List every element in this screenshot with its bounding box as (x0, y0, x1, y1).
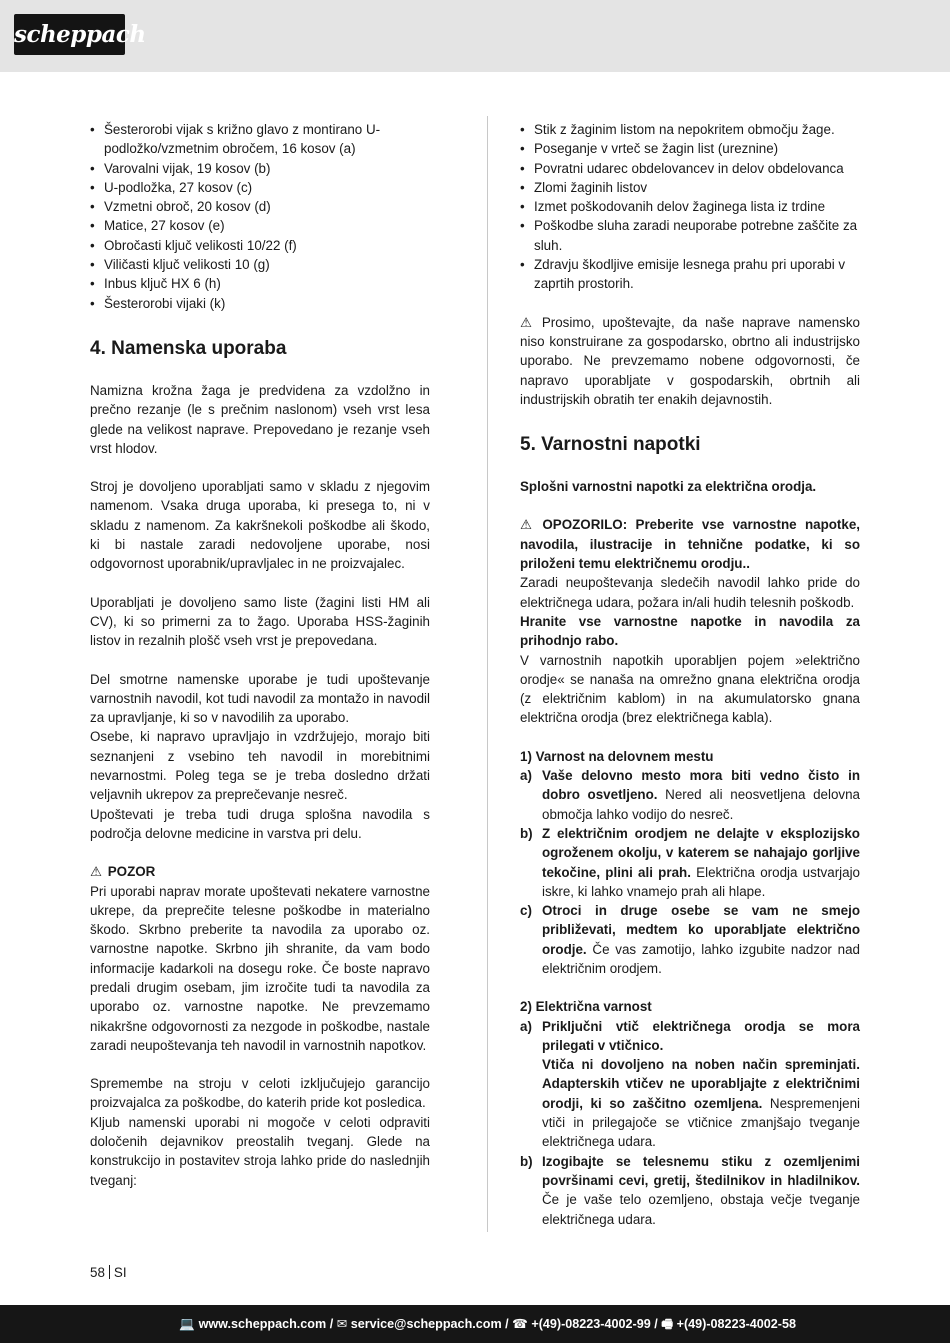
page-number (90, 1265, 127, 1280)
paragraph: V varnostnih napotkih uporabljen pojem »električno orodje« se nanaša na omrežno gnana električna orodja (z električnim kablom) in na akumulatorsko gnana električna orodja (brez električnega kabla). (520, 652, 860, 726)
item-bold-text: Z električnim orodjem ne delajte v eksplozijsko ogroženem okolju, v katerem se nahajajo gorljive tekočine, plini ali prah. (542, 825, 860, 880)
fax-icon: 🖷 (661, 1317, 674, 1331)
item-label: c) (520, 903, 532, 919)
email-link[interactable]: service@scheppach.com / (350, 1317, 509, 1331)
warning-bold-text: OPOZORILO: Preberite vse varnostne napotke, navodila, ilustracije in tehnične podatke, ki so priloženi temu električnemu orodju.. (520, 517, 860, 572)
paragraph: Upoštevati je treba tudi druga splošna navodila s področja delovne medicine in varstva pri delu. (90, 806, 430, 841)
parts-list (90, 120, 430, 313)
warning-icon: ⚠ (520, 314, 533, 330)
section-4-heading (90, 337, 430, 361)
list-item (520, 1017, 860, 1152)
list-item (520, 824, 860, 901)
paragraph: Namizna krožna žaga je predvidena za vzdolžno in prečno rezanje (le s prečnim naslonom) vseh vrst lesa glede na velikost naprave. Prepovedano je rezanje vseh vrst hlodov. (90, 382, 430, 456)
item-text: Nered ali neosvetljena delovna območja lahko vodijo do nesreč. (542, 787, 860, 822)
item-text: Če je vaše telo ozemljeno, obstaja večje tveganje električnega udara. (542, 1192, 860, 1227)
page-header (0, 0, 950, 72)
item-bold-text: Vtiča ni dovoljeno na noben način spreminjati. Adapterskih vtičev ne uporabljajte z električnimi orodji, ki so zaščitno ozemljena. (542, 1057, 860, 1111)
list-item: • Viličasti ključ velikosti 10 (g) (90, 255, 430, 274)
scheppach-logo: scheppach (14, 14, 125, 55)
workplace-safety-list (520, 766, 860, 978)
list-item: • Obročasti ključ velikosti 10/22 (f) (90, 236, 430, 255)
note-text: Prosimo, upoštevajte, da naše naprave namensko niso konstruirane za gospodarsko, obrtno ali industrijsko uporabo. Ne prevzemamo nobene odgovornosti, če napravo uporabljate v gospodarskih, obrtnih ali industrijskih obratih ter enakih dejavnostih. (520, 314, 860, 407)
item-text: Nespremenjeni vtiči in prilegajoče se vtičnice zmanjšajo tveganje električnega udara. (542, 1095, 860, 1150)
general-safety-heading: Splošni varnostni napotki za električna orodja. (520, 479, 817, 495)
page-separator (109, 1265, 110, 1279)
contact-footer (0, 1305, 950, 1343)
item-text: Električna orodja ustvarjajo iskre, ki lahko vnamejo prah ali hlape. (542, 864, 860, 899)
fax-number: +(49)-08223-4002-58 (676, 1317, 796, 1331)
website-link[interactable]: www.scheppach.com / (198, 1317, 334, 1331)
subsection-2-title: 2) Električna varnost (520, 999, 652, 1015)
list-item: • Zdravju škodljive emisije lesnega prahu pri uporabi v zaprtih prostorih. (520, 255, 860, 294)
list-item: • Izmet poškodovanih delov žaginega lista iz trdine (520, 197, 860, 216)
warning-icon: ⚠ (520, 517, 533, 533)
list-item: • Stik z žaginim listom na nepokritem območju žage. (520, 120, 860, 139)
phone-number: +(49)-08223-4002-99 / (531, 1317, 658, 1331)
column-divider (487, 116, 488, 1232)
pozor-heading (90, 862, 430, 881)
list-item: • U-podložka, 27 kosov (c) (90, 178, 430, 197)
paragraph: Stroj je dovoljeno uporabljati samo v skladu z njegovim namenom. Vsaka druga uporaba, ki presega to, ni v skladu z namenom. Za kakršnekoli poškodbe ali škodo, ki bi nastale zaradi nedovoljene uporabe, nosi odgovornost uporabnik/upravljalec in ne proizvajalec. (90, 479, 430, 572)
paragraph: Del smotrne namenske uporabe je tudi upoštevanje varnostnih navodil, kot tudi navodil za montažo in navodil za upravljanje, ki so v navodilih za uporabo. (90, 671, 430, 726)
paragraph: Zaradi neupoštevanja sledečih navodil lahko pride do električnega udara, požara in/ali hudih telesnih poškodb. (520, 575, 860, 610)
paragraph: Osebe, ki napravo upravljajo in vzdržujejo, morajo biti seznanjeni z vsebino teh navodil in morebitnimi nevarnostmi. Poleg tega se je treba dosledno držati veljavnih ukrepov za preprečevanje nesreč. (90, 729, 430, 803)
list-item (520, 1152, 860, 1229)
paragraph: Pri uporabi naprav morate upoštevati nekatere varnostne ukrepe, da preprečite telesne poškodbe in materialno škodo. Skrbno preberite ta navodila za uporabo oz. varnostne napotke. Skrbno jih shranite, da vam bodo informacije kadarkoli na dosegu roke. Če boste napravo predali drugim osebam, jim izročite tudi ta navodila za uporabo oz. varnostne napotke. Ne prevzemamo nikakršne odgovornosti za nezgode in poškodbe, nastale zaradi neupoštevanja teh navodil in varnostnih napotkov. (90, 883, 430, 1053)
item-bold-text: Vaše delovno mesto mora biti vedno čisto in dobro osvetljeno. (542, 768, 860, 803)
list-item: • Šesterorobi vijak s križno glavo z montirano U-podložko/vzmetnim obročem, 16 kosov (a) (90, 120, 430, 159)
item-bold-text: Priključni vtič električnega orodja se mora prilegati v vtičnico. (542, 1018, 860, 1053)
electrical-safety-list (520, 1017, 860, 1229)
paragraph: Spremembe na stroju v celoti izključujejo garancijo proizvajalca za poškodbe, do katerih pride kot posledica. (90, 1076, 430, 1111)
list-item: • Poškodbe sluha zaradi neuporabe potrebne zaščite za sluh. (520, 216, 860, 255)
section-title: Namenska uporaba (111, 337, 287, 359)
warning-icon: ⚠ (90, 864, 103, 880)
list-item: • Poseganje v vrteč se žagin list (ureznine) (520, 139, 860, 158)
page-number-value: 58 (90, 1265, 105, 1280)
item-bold-text: Izogibajte se telesnemu stiku z ozemljenimi površinami cevi, gretij, štedilnikov in hladilnikov. (542, 1153, 860, 1188)
subsection-1-title: 1) Varnost na delovnem mestu (520, 748, 714, 764)
right-column (520, 120, 860, 1229)
paragraph: Uporabljati je dovoljeno samo liste (žagini listi HM ali CV), ki so primerni za to žago. Uporaba HSS-žaginih listov in rezalnih plošč vseh vrst je prepovedana. (90, 594, 430, 649)
risks-list (520, 120, 860, 294)
list-item: • Varovalni vijak, 19 kosov (b) (90, 159, 430, 178)
section-number: 4. (90, 337, 106, 359)
pozor-title: POZOR (107, 864, 156, 880)
usage-note (520, 313, 860, 409)
list-item: • Vzmetni obroč, 20 kosov (d) (90, 197, 430, 216)
computer-icon: 💻 (179, 1317, 196, 1331)
list-item: • Šesterorobi vijaki (k) (90, 294, 430, 313)
section-5-heading (520, 433, 860, 457)
paragraph: Kljub namenski uporabi ni mogoče v celoti odpraviti določenih dejavnikov preostalih tveganj. Glede na konstrukcijo in postavitev stroja lahko pride do naslednjih tveganj: (90, 1114, 430, 1188)
list-item (520, 901, 860, 978)
list-item: • Matice, 27 kosov (e) (90, 216, 430, 235)
page-language: SI (113, 1265, 127, 1280)
list-item (520, 766, 860, 824)
item-label: a) (520, 768, 532, 784)
list-item: • Inbus ključ HX 6 (h) (90, 274, 430, 293)
item-label: b) (520, 825, 533, 841)
list-item: • Povratni udarec obdelovancev in delov obdelovanca (520, 159, 860, 178)
item-text: Če vas zamotijo, lahko izgubite nadzor nad električnim orodjem. (542, 941, 860, 976)
item-label: a) (520, 1018, 532, 1034)
phone-icon: ☎ (512, 1317, 528, 1331)
mail-icon: ✉ (336, 1317, 348, 1331)
list-item: • Zlomi žaginih listov (520, 178, 860, 197)
left-column (90, 120, 430, 1190)
warning-block (520, 515, 860, 573)
item-label: b) (520, 1153, 533, 1169)
section-title: Varnostni napotki (541, 434, 701, 456)
keep-instructions: Hranite vse varnostne napotke in navodila za prihodnjo rabo. (520, 613, 860, 649)
section-number: 5. (520, 434, 536, 456)
item-bold-text: Otroci in druge osebe se vam ne smejo približevati, medtem ko uporabljate električno orodje. (542, 903, 860, 957)
